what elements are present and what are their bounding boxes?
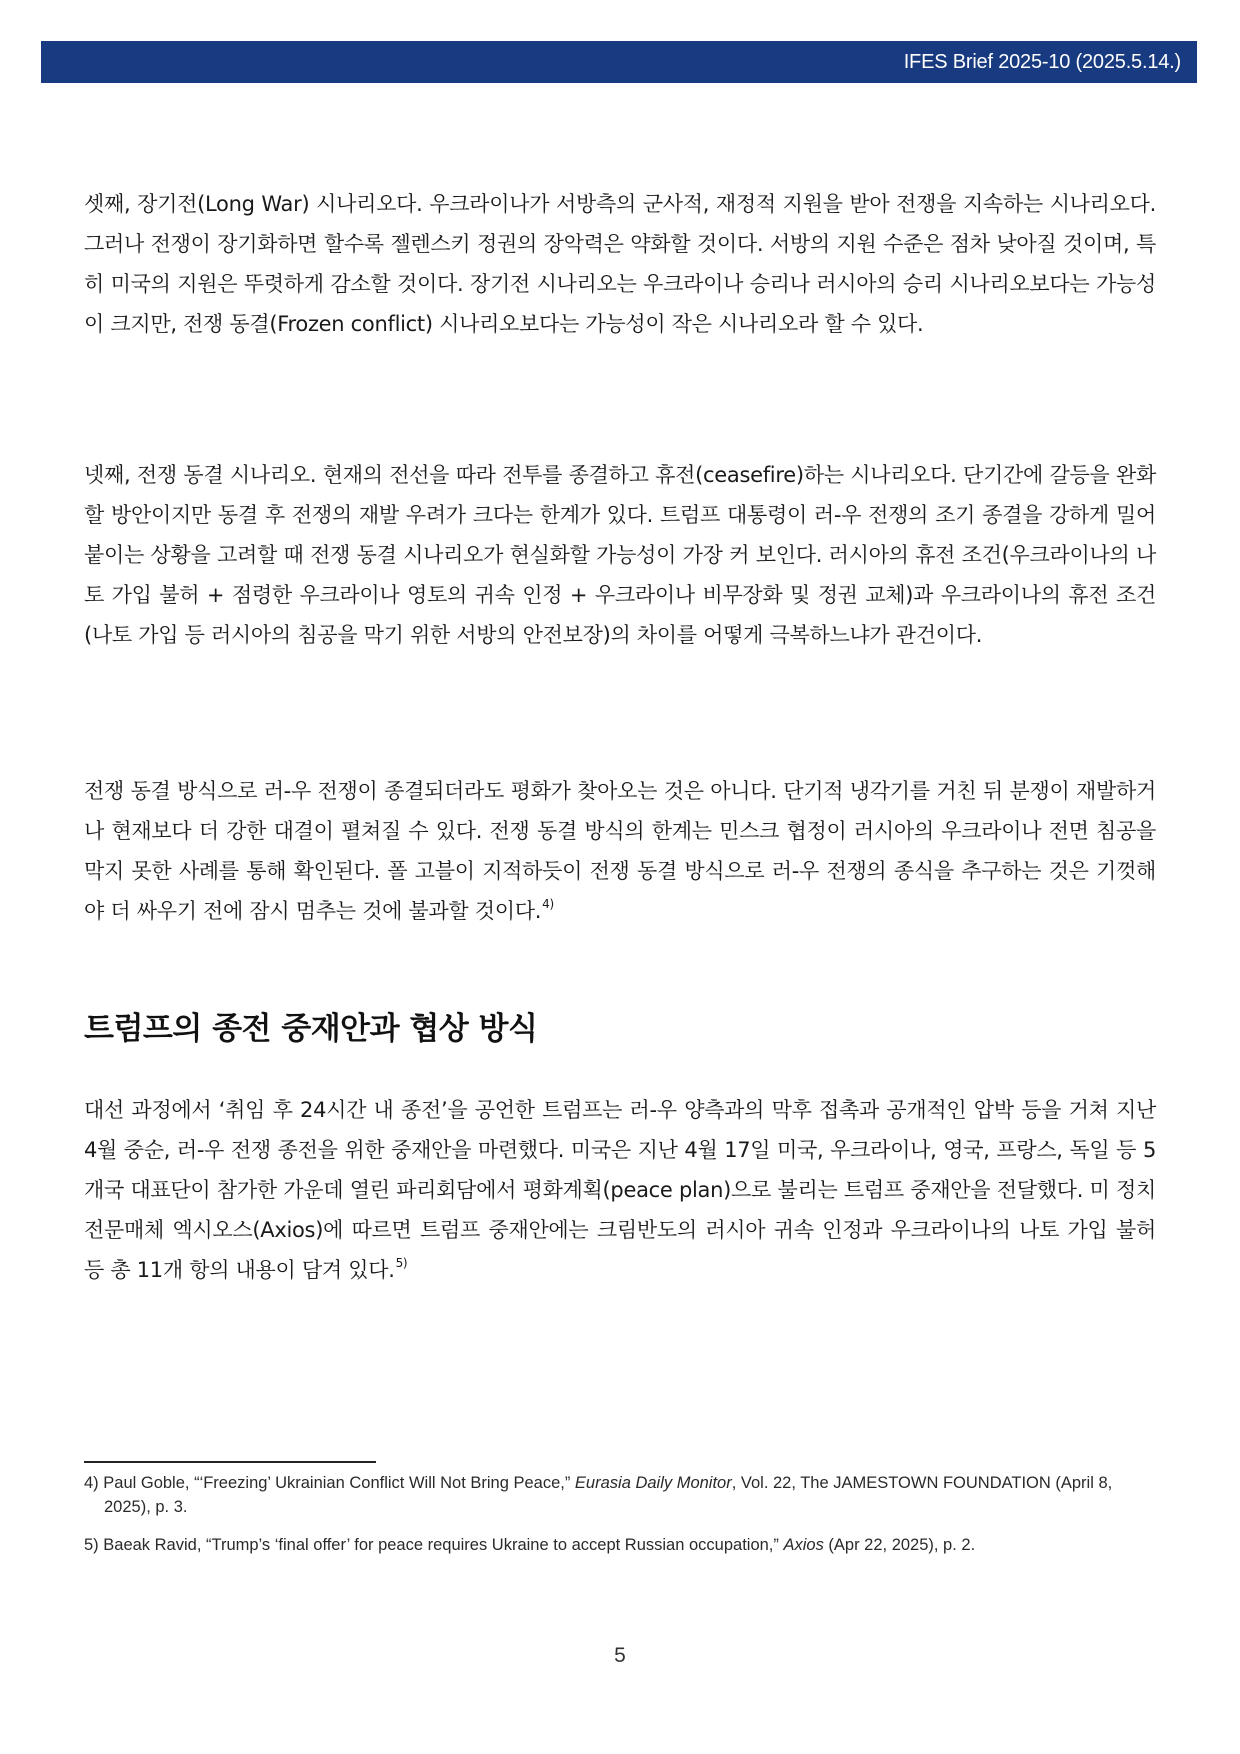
footnote-text: (Apr 22, 2025), p. 2. bbox=[823, 1536, 976, 1554]
footnote-text: , Vol. 22, The JAMESTOWN FOUNDATION (April 8, 2025), p. 3. bbox=[104, 1474, 1113, 1516]
paragraph-trump-plan bbox=[84, 1090, 1156, 1290]
footnote-number: 5) bbox=[84, 1536, 99, 1554]
footnote-number: 4) bbox=[84, 1474, 99, 1492]
footnotes bbox=[84, 1471, 1156, 1571]
header-title: IFES Brief 2025-10 (2025.5.14.) bbox=[903, 51, 1181, 73]
paragraph-text: 셋째, 장기전(Long War) 시나리오다. 우크라이나가 서방측의 군사적, 재정적 지원을 받아 전쟁을 지속하는 시나리오다. 그러나 전쟁이 장기화하면 할수록 젤렌스키 정권의 장악력은 약화할 것이다. 서방의 지원 수준은 점차 낮아질 것이며, 특히 미국의 지원은 뚜렷하게 감소할 것이다. 장기전 시나리오는 우크라이나 승리나 러시아의 승리 시나리오보다는 가능성이 크지만, 전쟁 동결(Frozen conflict) 시나리오보다는 가능성이 작은 시나리오라 할 수 있다. bbox=[84, 192, 1156, 336]
footnote-text: Paul Goble, “‘Freezing’ Ukrainian Conflict Will Not Bring Peace,” bbox=[103, 1474, 575, 1492]
footnote-text: Baeak Ravid, “Trump’s ‘final offer’ for peace requires Ukraine to accept Russian occupation,” bbox=[103, 1536, 784, 1554]
footnote-5 bbox=[84, 1533, 1156, 1557]
paragraph-frozen-conflict bbox=[84, 455, 1156, 655]
footnote-ref-5[interactable]: 5) bbox=[395, 1256, 408, 1270]
footnote-ref-4[interactable]: 4) bbox=[542, 897, 554, 911]
footnote-divider bbox=[84, 1461, 376, 1463]
paragraph-long-war bbox=[84, 184, 1156, 344]
footnote-4 bbox=[84, 1471, 1156, 1519]
footnote-source: Eurasia Daily Monitor bbox=[574, 1474, 732, 1492]
footnote-source: Axios bbox=[783, 1536, 824, 1554]
paragraph-text: 넷째, 전쟁 동결 시나리오. 현재의 전선을 따라 전투를 종결하고 휴전(ceasefire)하는 시나리오다. 단기간에 갈등을 완화할 방안이지만 동결 후 전쟁의 재발 우려가 크다는 한계가 있다. 트럼프 대통령이 러-우 전쟁의 조기 종결을 강하게 밀어붙이는 상황을 고려할 때 전쟁 동결 시나리오가 현실화할 가능성이 가장 커 보인다. 러시아의 휴전 조건(우크라이나의 나토 가입 불허 + 점령한 우크라이나 영토의 귀속 인정 + 우크라이나 비무장화 및 정권 교체)과 우크라이나의 휴전 조건(나토 가입 등 러시아의 침공을 막기 위한 서방의 안전보장)의 차이를 어떻게 극복하느냐가 관건이다. bbox=[84, 463, 1156, 647]
paragraph-text: 전쟁 동결 방식으로 러-우 전쟁이 종결되더라도 평화가 찾아오는 것은 아니다. 단기적 냉각기를 거친 뒤 분쟁이 재발하거나 현재보다 더 강한 대결이 펼쳐질 수 있다. 전쟁 동결 방식의 한계는 민스크 협정이 러시아의 우크라이나 전면 침공을 막지 못한 사례를 통해 확인된다. 폴 고블이 지적하듯이 전쟁 동결 방식으로 러-우 전쟁의 종식을 추구하는 것은 기껏해야 더 싸우기 전에 잠시 멈추는 것에 불과할 것이다. bbox=[84, 779, 1156, 923]
paragraph-text: 대선 과정에서 ‘취임 후 24시간 내 종전’을 공언한 트럼프는 러-우 양측과의 막후 접촉과 공개적인 압박 등을 거쳐 지난 4월 중순, 러-우 전쟁 종전을 위한 중재안을 마련했다. 미국은 지난 4월 17일 미국, 우크라이나, 영국, 프랑스, 독일 등 5개국 대표단이 참가한 가운데 열린 파리회담에서 평화계획(peace plan)으로 불리는 트럼프 중재안을 전달했다. 미 정치 전문매체 엑시오스(Axios)에 따르면 트럼프 중재안에는 크림반도의 러시아 귀속 인정과 우크라이나의 나토 가입 불허 등 총 11개 항의 내용이 담겨 있다. bbox=[84, 1098, 1156, 1282]
header-bar bbox=[41, 41, 1197, 83]
section-heading: 트럼프의 종전 중재안과 협상 방식 bbox=[84, 1011, 538, 1047]
page-number: 5 bbox=[614, 1644, 626, 1667]
paragraph-freeze-limits bbox=[84, 771, 1156, 931]
